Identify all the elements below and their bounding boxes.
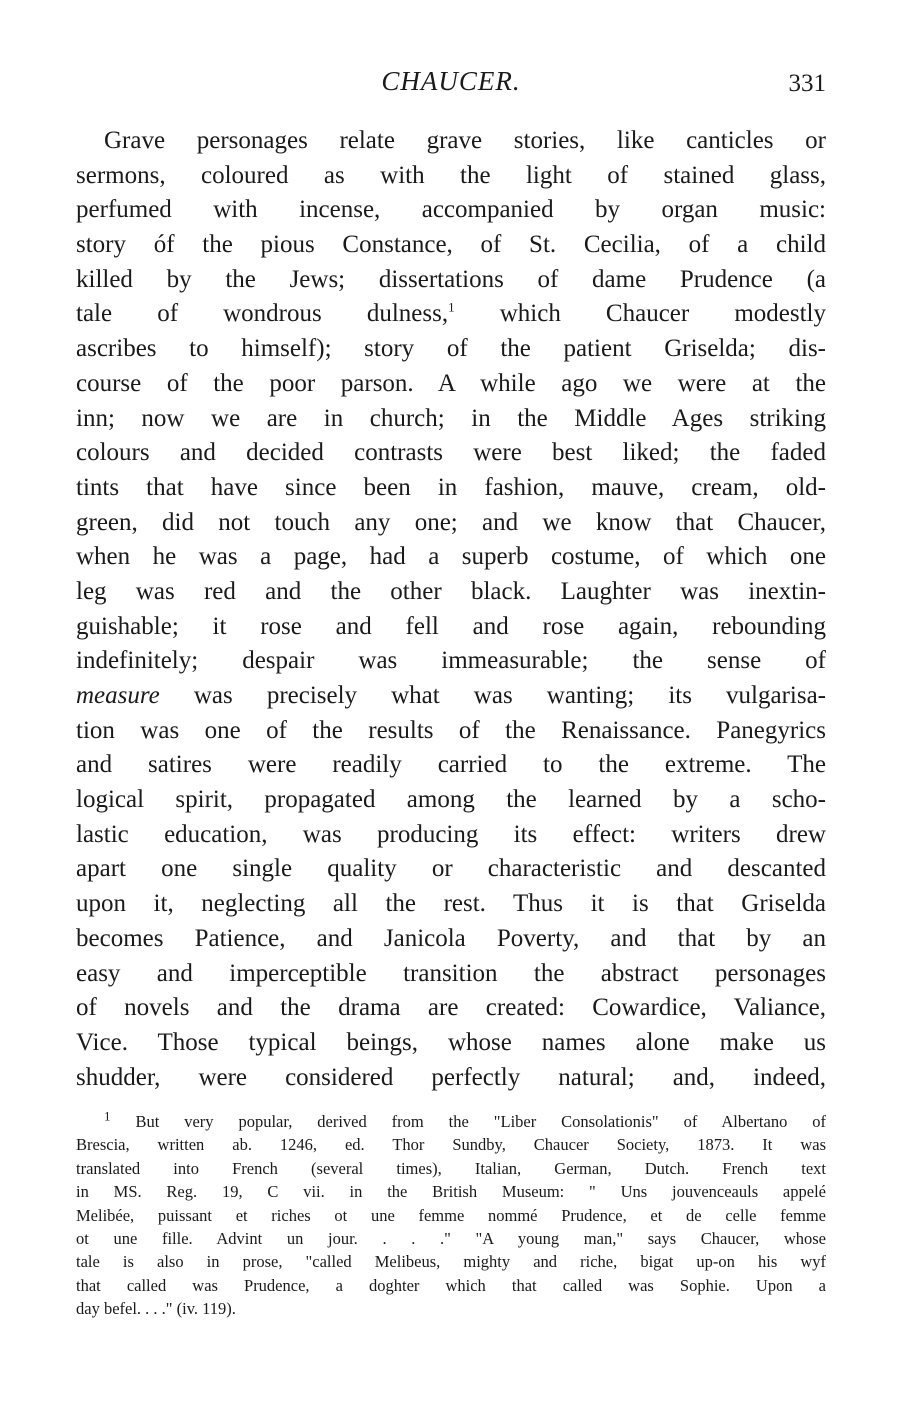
body-line: green, did not touch any one; and we know that Chaucer, bbox=[76, 508, 826, 536]
body-line: perfumed with incense, accompanied by organ music: bbox=[76, 196, 826, 224]
body-line-part: which Chaucer modestly bbox=[499, 300, 826, 328]
body-line: story óf the pious Constance, of St. Cecilia, of a child bbox=[76, 231, 826, 259]
body-line: and satires were readily carried to the extreme. The bbox=[76, 751, 826, 779]
footnote-reference: 1 bbox=[448, 300, 455, 316]
body-line: leg was red and the other black. Laughter was inextin- bbox=[76, 577, 826, 605]
body-line: course of the poor parson. A while ago we were at the bbox=[76, 369, 826, 397]
body-line: becomes Patience, and Janicola Poverty, and that by an bbox=[76, 924, 826, 952]
footnote bbox=[76, 1110, 826, 1321]
body-text bbox=[76, 124, 826, 1095]
footnote-line: tale is also in prose, "called Melibeus, mighty and riche, bigat up-on his wyf bbox=[76, 1252, 826, 1272]
footnote-marker: 1 bbox=[104, 1108, 111, 1124]
body-line: upon it, neglecting all the rest. Thus it is that Griselda bbox=[76, 890, 826, 918]
running-head bbox=[76, 66, 826, 106]
running-title: CHAUCER. bbox=[381, 66, 521, 96]
body-line: shudder, were considered perfectly natural; and, indeed, bbox=[76, 1063, 826, 1091]
footnote-line bbox=[76, 1110, 826, 1133]
page-number: 331 bbox=[788, 70, 826, 97]
footnote-line: Melibée, puissant et riches ot une femme nommé Prudence, et de celle femme bbox=[76, 1205, 826, 1225]
body-line bbox=[76, 297, 826, 332]
body-line: of novels and the drama are created: Cowardice, Valiance, bbox=[76, 994, 826, 1022]
body-line bbox=[76, 679, 826, 714]
footnote-line-part: But very popular, derived from the "Liber Consolationis" of Albertano of bbox=[135, 1112, 827, 1131]
body-line: Grave personages relate grave stories, like canticles or bbox=[104, 127, 826, 154]
body-line: ascribes to himself); story of the patient Griselda; dis- bbox=[76, 335, 826, 363]
body-line: tion was one of the results of the Renaissance. Panegyrics bbox=[76, 716, 826, 744]
body-line: indefinitely; despair was immeasurable; the sense of bbox=[76, 647, 826, 675]
footnote-line: ot une fille. Advint un jour. . . ." "A young man," says Chaucer, whose bbox=[76, 1228, 826, 1248]
body-line: colours and decided contrasts were best liked; the faded bbox=[76, 439, 826, 467]
italic-word: measure bbox=[76, 682, 160, 709]
body-line: killed by the Jews; dissertations of dame Prudence (a bbox=[76, 265, 826, 293]
body-line: easy and imperceptible transition the abstract personages bbox=[76, 959, 826, 987]
body-line: lastic education, was producing its effect: writers drew bbox=[76, 820, 826, 848]
body-line: sermons, coloured as with the light of stained glass, bbox=[76, 161, 826, 189]
body-line: when he was a page, had a superb costume, of which one bbox=[76, 543, 826, 571]
body-line: inn; now we are in church; in the Middle Ages striking bbox=[76, 404, 826, 432]
footnote-line: in MS. Reg. 19, C vii. in the British Museum: " Uns jouvenceauls appelé bbox=[76, 1182, 826, 1202]
body-line: tints that have since been in fashion, mauve, cream, old- bbox=[76, 473, 826, 501]
footnote-line: Brescia, written ab. 1246, ed. Thor Sundby, Chaucer Society, 1873. It was bbox=[76, 1135, 826, 1155]
body-line: logical spirit, propagated among the learned by a scho- bbox=[76, 786, 826, 814]
body-line-part: tale of wondrous dulness, bbox=[76, 300, 449, 328]
footnote-line: that called was Prudence, a doghter which that called was Sophie. Upon a bbox=[76, 1275, 826, 1295]
body-line: Vice. Those typical beings, whose names alone make us bbox=[76, 1028, 826, 1056]
footnote-line: day befel. . . ." (iv. 119). bbox=[76, 1299, 236, 1319]
body-line: apart one single quality or characteristic and descanted bbox=[76, 855, 826, 883]
body-line-part: was precisely what was wanting; its vulgarisa- bbox=[193, 682, 826, 709]
body-line: guishable; it rose and fell and rose again, rebounding bbox=[76, 612, 826, 640]
footnote-line: translated into French (several times), Italian, German, Dutch. French text bbox=[76, 1158, 826, 1178]
